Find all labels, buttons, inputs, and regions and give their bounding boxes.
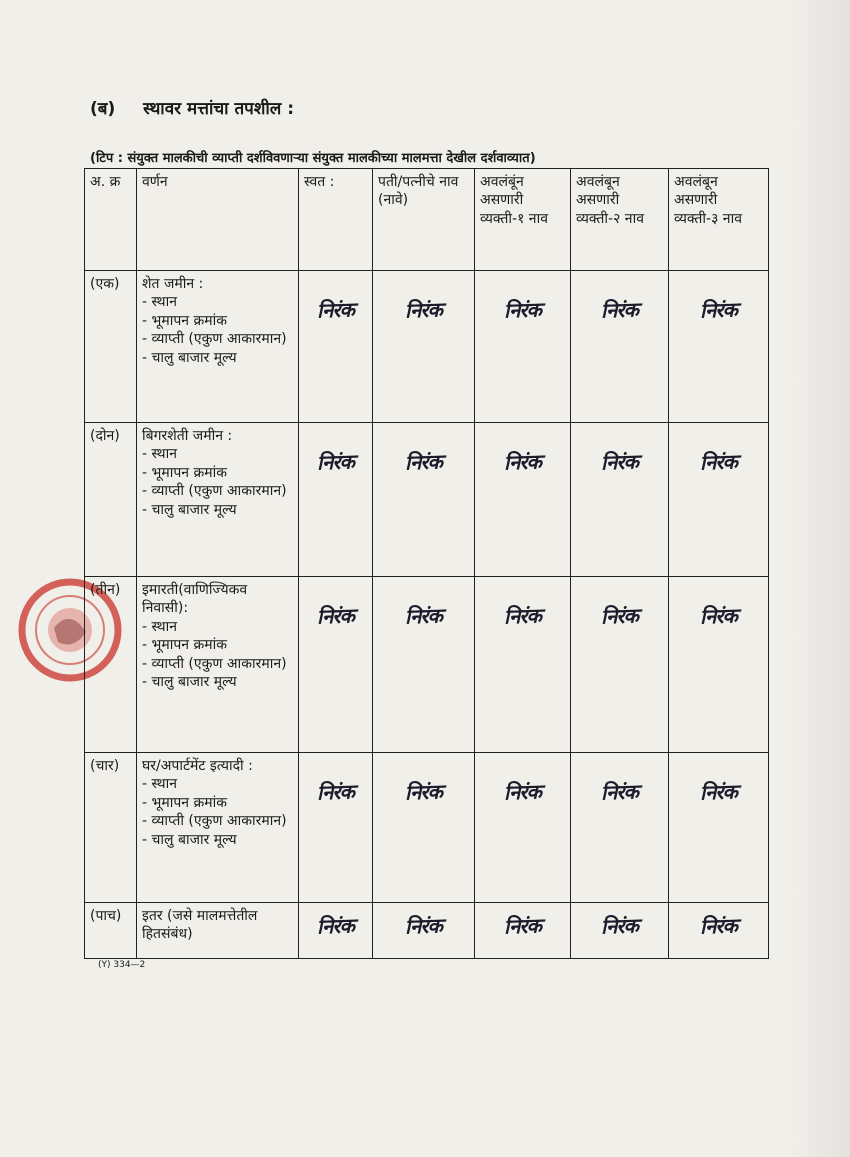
table-row: [85, 903, 769, 959]
row-title: बिगरशेती जमीन :: [142, 428, 233, 444]
value-cell: [299, 423, 373, 577]
row-subitem: - व्याप्ती (एकुण आकारमान): [142, 483, 287, 500]
row-title: शेत जमीन :: [142, 276, 204, 292]
row-subitem: - भूमापन क्रमांक: [142, 464, 228, 481]
row-subitem: - चालु बाजार मूल्य: [142, 501, 237, 518]
handwritten-nil: निरंक: [699, 779, 738, 805]
handwritten-nil: निरंक: [699, 603, 738, 629]
value-cell: [373, 903, 475, 959]
handwritten-nil: निरंक: [600, 913, 639, 939]
handwritten-nil: निरंक: [699, 297, 738, 323]
value-cell: [475, 903, 571, 959]
value-cell: [475, 271, 571, 423]
header-spouse: पती/पत्नीचे नाव (नावे): [373, 169, 475, 271]
row-subitem: - स्थान: [142, 446, 178, 463]
value-cell: [571, 903, 669, 959]
row-subitem: - स्थान: [142, 776, 178, 793]
row-serial: (दोन): [85, 423, 137, 577]
handwritten-nil: निरंक: [699, 913, 738, 939]
table-header-row: [85, 169, 769, 271]
handwritten-nil: निरंक: [699, 449, 738, 475]
value-cell: [299, 753, 373, 903]
handwritten-nil: निरंक: [404, 297, 443, 323]
row-subitem: - चालु बाजार मूल्य: [142, 674, 237, 691]
section-note: (टिप : संयुक्त मालकीची व्याप्ती दर्शविवणाऱ्या संयुक्त मालकीच्या मालमत्ता देखील दर्शवाव्यात): [90, 151, 536, 166]
handwritten-nil: निरंक: [404, 913, 443, 939]
handwritten-nil: निरंक: [600, 449, 639, 475]
handwritten-nil: निरंक: [503, 603, 542, 629]
row-subitem: - व्याप्ती (एकुण आकारमान): [142, 655, 287, 672]
header-serial: अ. क्र: [85, 169, 137, 271]
table-row: [85, 753, 769, 903]
page-edge-shadow: [790, 0, 850, 1157]
row-serial: (एक): [85, 271, 137, 423]
header-dependent-2: अवलंबून असणारी व्यक्ती-२ नाव: [571, 169, 669, 271]
value-cell: [669, 753, 769, 903]
immovable-assets-table: [84, 168, 769, 959]
handwritten-nil: निरंक: [404, 603, 443, 629]
row-description: [137, 753, 299, 903]
value-cell: [373, 577, 475, 753]
row-title: घर/अपार्टमेंट इत्यादी :: [142, 758, 253, 774]
value-cell: [669, 577, 769, 753]
value-cell: [571, 271, 669, 423]
row-subitem: - भूमापन क्रमांक: [142, 312, 228, 329]
value-cell: [669, 271, 769, 423]
header-description: वर्णन: [137, 169, 299, 271]
row-subitem: - भूमापन क्रमांक: [142, 637, 228, 654]
header-self: स्वत :: [299, 169, 373, 271]
row-title: इतर (जसे मालमत्तेतील हितसंबंध): [142, 908, 258, 943]
value-cell: [373, 423, 475, 577]
value-cell: [373, 753, 475, 903]
handwritten-nil: निरंक: [316, 913, 355, 939]
section-heading: [90, 96, 294, 119]
header-dependent-1: अवलंबूंन असणारी व्यक्ती-१ नाव: [475, 169, 571, 271]
value-cell: [299, 903, 373, 959]
handwritten-nil: निरंक: [600, 297, 639, 323]
value-cell: [475, 753, 571, 903]
table-row: [85, 577, 769, 753]
value-cell: [571, 423, 669, 577]
row-title: इमारती(वाणिज्यिकव निवासी):: [142, 582, 248, 617]
row-subitem: - स्थान: [142, 618, 178, 635]
row-description: [137, 271, 299, 423]
handwritten-nil: निरंक: [503, 449, 542, 475]
handwritten-nil: निरंक: [503, 297, 542, 323]
value-cell: [571, 577, 669, 753]
row-subitem: - चालु बाजार मूल्य: [142, 831, 237, 848]
row-subitem: - व्याप्ती (एकुण आकारमान): [142, 813, 287, 830]
value-cell: [299, 271, 373, 423]
row-subitem: - चालु बाजार मूल्य: [142, 349, 237, 366]
value-cell: [475, 423, 571, 577]
handwritten-nil: निरंक: [316, 603, 355, 629]
handwritten-nil: निरंक: [600, 779, 639, 805]
section-number: (ब): [90, 99, 116, 119]
row-serial: (पाच): [85, 903, 137, 959]
handwritten-nil: निरंक: [316, 779, 355, 805]
table-row: [85, 271, 769, 423]
handwritten-nil: निरंक: [404, 779, 443, 805]
row-serial: (तीन): [85, 577, 137, 753]
row-description: [137, 903, 299, 959]
value-cell: [669, 423, 769, 577]
row-subitem: - व्याप्ती (एकुण आकारमान): [142, 331, 287, 348]
row-description: [137, 577, 299, 753]
table-row: [85, 423, 769, 577]
row-description: [137, 423, 299, 577]
handwritten-nil: निरंक: [404, 449, 443, 475]
handwritten-nil: निरंक: [316, 297, 355, 323]
value-cell: [475, 577, 571, 753]
header-dependent-3: अवलंबून असणारी व्यक्ती-३ नाव: [669, 169, 769, 271]
section-title: स्थावर मत्तांचा तपशील :: [143, 99, 295, 119]
value-cell: [299, 577, 373, 753]
handwritten-nil: निरंक: [316, 449, 355, 475]
row-subitem: - भूमापन क्रमांक: [142, 794, 228, 811]
form-code: (Y) 334—2: [98, 960, 146, 970]
value-cell: [373, 271, 475, 423]
row-serial: (चार): [85, 753, 137, 903]
value-cell: [571, 753, 669, 903]
handwritten-nil: निरंक: [503, 779, 542, 805]
value-cell: [669, 903, 769, 959]
handwritten-nil: निरंक: [503, 913, 542, 939]
handwritten-nil: निरंक: [600, 603, 639, 629]
row-subitem: - स्थान: [142, 294, 178, 311]
